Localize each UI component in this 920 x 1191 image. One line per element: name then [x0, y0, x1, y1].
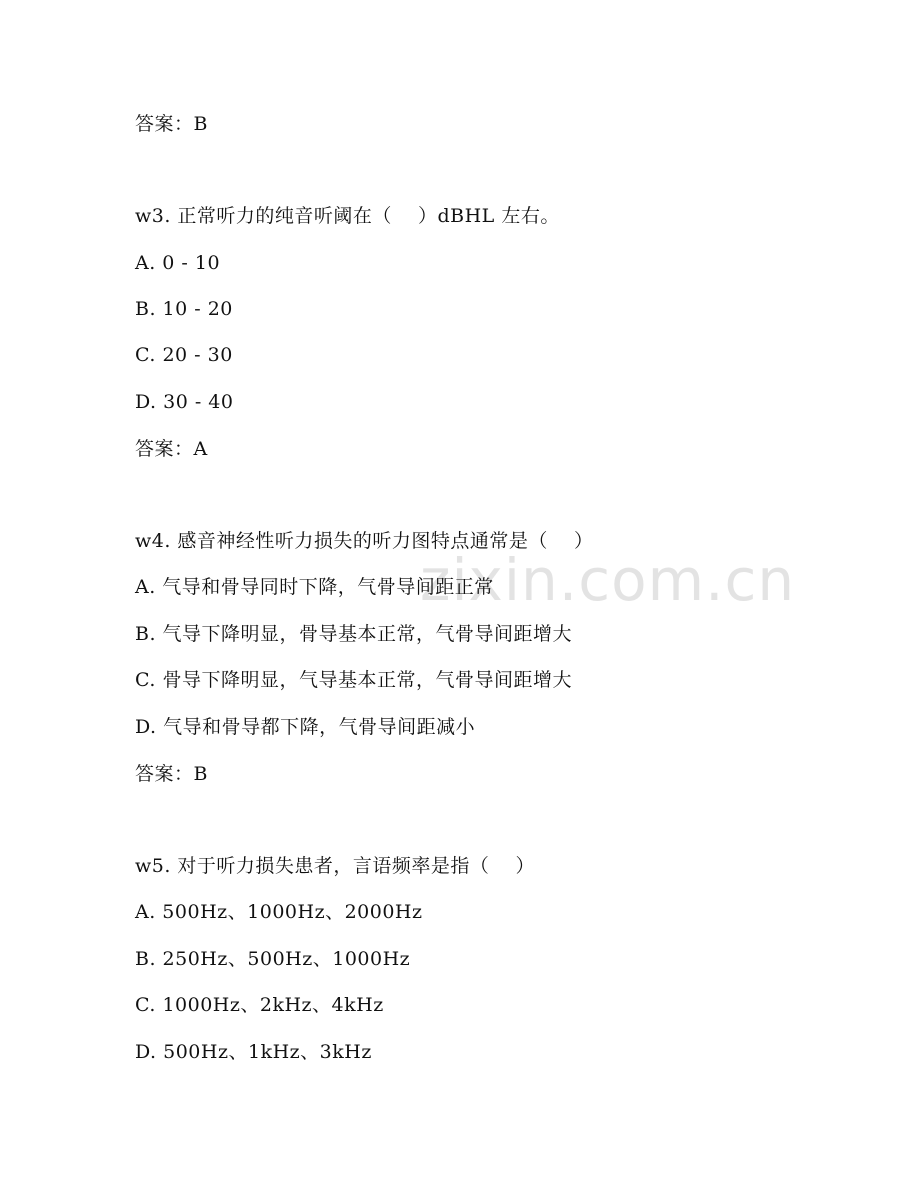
question-5-stem: w5. 对于听力损失患者，言语频率是指（ ） — [135, 855, 535, 877]
question-5-option-c: C. 1000Hz、2kHz、4kHz — [135, 994, 384, 1016]
question-3-option-b: B. 10 - 20 — [135, 298, 233, 320]
question-5-option-b: B. 250Hz、500Hz、1000Hz — [135, 948, 411, 970]
question-3-option-a: A. 0 - 10 — [135, 252, 221, 274]
question-3-option-d: D. 30 - 40 — [135, 391, 234, 413]
question-4-option-c: C. 骨导下降明显，气导基本正常，气骨导间距增大 — [135, 669, 572, 691]
question-3-stem: w3. 正常听力的纯音听阈在（ ）dBHL 左右。 — [135, 205, 560, 227]
question-5-option-a: A. 500Hz、1000Hz、2000Hz — [135, 901, 423, 923]
question-4-stem: w4. 感音神经性听力损失的听力图特点通常是（ ） — [135, 530, 594, 552]
question-3-option-c: C. 20 - 30 — [135, 344, 233, 366]
answer-previous: 答案：B — [135, 113, 208, 135]
question-4-option-a: A. 气导和骨导同时下降，气骨导间距正常 — [135, 576, 494, 598]
question-4-option-b: B. 气导下降明显，骨导基本正常，气骨导间距增大 — [135, 623, 573, 645]
watermark-text: zixin.com.cn — [420, 546, 796, 614]
question-3-answer: 答案：A — [135, 438, 208, 460]
question-4-option-d: D. 气导和骨导都下降，气骨导间距减小 — [135, 716, 476, 738]
question-5-option-d: D. 500Hz、1kHz、3kHz — [135, 1041, 372, 1063]
question-4-answer: 答案：B — [135, 763, 208, 785]
